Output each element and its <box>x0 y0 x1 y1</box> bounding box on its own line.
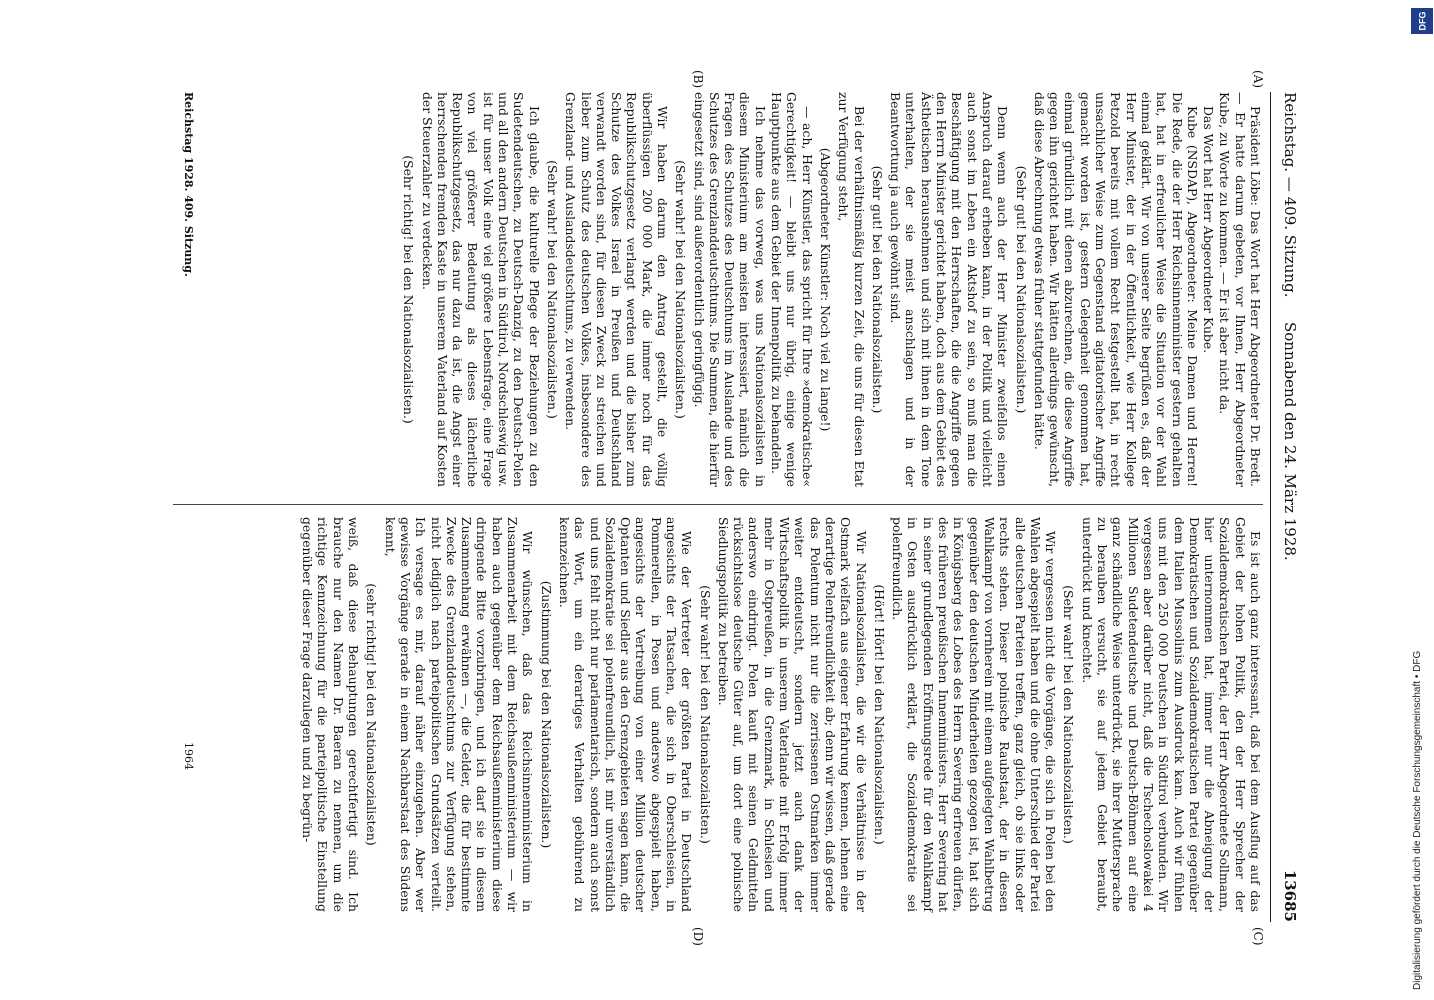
rotated-page-content <box>115 70 1305 946</box>
paragraph: Wir Nationalsozialisten, die wir die Verhältnisse in der Ostmark vielfach aus eigener Erfahrung kennen, lehnen eine derartige Polenfreundlichkeit ab; denn wir wissen, daß gerade das Polentum nicht nur die zerrissenen Ostmarken immer weiter entdeutscht, sondern jetzt auch dank der Wirtschaftspolitik in unserem Vaterlande mit Erfolg immer mehr in Ostpreußen, in die Grenzmark, in Schlesien und anderswo eindringt. Polen kauft mit seinen Geldmitteln rücksichtslose deutsche Güter auf, um dort eine polnische Siedlungspolitik zu betreiben. <box>715 517 869 912</box>
paragraph: weiß, daß diese Behauptungen gerechtfertigt sind. Ich brauche nur den Namen Dr. Baeran zu nennen, um die richtige Kennzeichnung für die parteipolitische Einstellung gegenüber dieser Frage darzulegen und zu begrün- <box>300 517 362 912</box>
page-header <box>1275 92 1305 922</box>
margin-mark-b: (B) <box>691 70 705 89</box>
paragraph: Wir vergessen nicht die Vorgänge, die sich in Polen bei den Wahlen abgespielt haben und die ohne Unterschied der Partei alle deutschen Parteien treffen, ganz gleich, ob sie links oder rechts stehen. Dieser polnische Raubstaat, der in diesen Wahlkampf von vornherein mit einem aufgelegten Wahlbetrug gegenüber den deutschen Minderheiten gezogen ist, hat sich in Königsberg des Lobes des Herrn Severing erfreuen dürfen, des früheren preußischen Innenministers. Herr Severing hat in seiner grundlegenden Eröffnungsrede für den Wahlkampf in Osten ausdrücklich erklärt, die Sozialdemokratie sei polenfreundlich. <box>890 517 1059 912</box>
interjection: (Sehr wahr! bei den Nationalsozialisten.) <box>1061 585 1077 844</box>
footer-page-number: 1964 <box>182 742 195 770</box>
paragraph: Das Wort hat Herr Abgeordneter Kube. <box>1201 106 1217 354</box>
paragraph: Wir wünschen, daß das Reichsinnenministerium in Zusammenarbeit mit dem Reichsaußenministerium — wir haben auch gegenüber dem Reichsaußenministerium diese dringende Bitte vorzubringen, und ich darf sie in diesem Zusammenhang erwähnen —, die Gelder, die für bestimmte Zwecke des Grenzlanddeutschtums zur Verfügung stehen, nicht lediglich nach parteipolitischen Grundsätzen verteilt. Ich versage es mir, darauf näher einzugehen. Aber wer gewisse Vorgänge gerade in einem Nachbarstaat des Südens kennt, <box>382 517 536 912</box>
paragraph: Präsident Löbe: Das Wort hat Herr Abgeordneter Dr. Bredt. — Er hatte darum gebeten, vor Ihnen, Herr Abgeordneter Kube, zu Worte zu kommen. — Er ist aber nicht da. <box>1217 92 1263 487</box>
interjection: (Sehr wahr! bei den Nationalsozialisten.) <box>544 160 560 419</box>
paragraph: Es ist auch ganz interessant, daß bei dem Ausflug auf das Gebiet der hohen Politik, den der Herr Sprecher der Sozialdemokratischen Partei, der Herr Abgeordnete Sollmann, hier unternommen hat, immer nur die Abneigung der Demokratischen und Sozialdemokratischen Partei gegenüber dem Italien Mussolinis zum Ausdruck kam. Auch wir fühlen uns mit den 250 000 Deutschen in Südtirol verbunden. Wir vergessen aber darüber nicht, daß die Tschechoslowakei 4 Millionen Sudetendeutsche und Deutsch-Böhmen auf eine ganz schändliche Weise unterdrückt, sie ihrer Muttersprache zu berauben versucht, sie auf jedem Gebiet beraubt, unterdrückt und knechtet. <box>1079 517 1263 912</box>
footer-left: Reichstag 1928. 409. Sitzung. <box>182 92 195 277</box>
paragraph: Wie der Vertreter der größten Partei in Deutschland angesichts der Tatsachen, die sich in Oberschlesien, in Pommerellen, in Posen und anderswo abgespielt haben, angesichts der Vertreibung von einer Million deutscher Optanten und Siedler aus den Grenzgebieten sagen kann, die Sozialdemokratie sei polenfreundlich, ist mir unverständlich und uns fehlt nicht nur parlamentarisch, sondern auch sonst das Wort, um ein derartiges Verhalten gebührend zu kennzeichnen. <box>556 517 695 912</box>
interjection: (Hört! Hört! bei den Nationalsozialisten.) <box>871 584 887 845</box>
interjection: (Zustimmung bei den Nationalsozialisten.) <box>538 580 554 849</box>
header-date: Sonnabend den 24. März 1928. <box>1281 322 1299 561</box>
header-left: Reichstag. — 409. Sitzung. <box>1281 92 1299 298</box>
paragraph: Denn wenn auch der Herr Minister zweifellos einen Anspruch darauf erheben kann, in der Politik und vielleicht auch sonst im Leben ein Aktshof zu sein, so muß man die Beschäftigung mit den Herrschaften, die die Angriffe gegen den Herrn Minister gerichtet haben, doch aus dem Gebiet des Ästhetischen herausnehmen und sich mit ihnen in dem Tone unterhalten, der sie meist anschlagen und in der Beantwortung ja auch gewöhnt sind. <box>888 92 1011 487</box>
left-text-column <box>398 92 1263 487</box>
interjection: (Sehr wahr! bei den Nationalsozialisten.) <box>697 585 713 844</box>
margin-mark-a: (A) <box>1251 70 1265 89</box>
paragraph: Ich glaube, die kulturelle Pflege der Beziehungen zu den Sudetendeutschen, zu Deutsch-Danzig, zu den Deutsch-Polen und all den andern Deutschen in Südtirol, Nordschleswig usw. ist für unser Volk eine viel größere Lebensfrage, eine Frage von viel größerer Bedeutung als dieses lächerliche Republikschutzgesetz, das nur dazu da ist, die Angst einer herrschenden fremden Kaste in unserem Vaterland auf Kosten der Steuerzahler zu verdecken. <box>419 92 542 487</box>
margin-mark-c: (C) <box>1251 927 1265 946</box>
paragraph: Ich nehme das vorweg, was uns Nationalsozialisten in diesem Ministerium am meisten interessiert, nämlich die Fragen des Schutzes des Deutschtums im Auslande und des Schutzes des Grenzlanddeutschtums. Die Summen, die hierfür eingesetzt sind, sind außerordentlich geringfügig. <box>691 92 768 487</box>
interjection: (sehr richtig! bei den Nationalsozialisten) <box>364 583 380 846</box>
column-divider <box>173 504 1263 505</box>
right-text-column <box>299 517 1263 912</box>
paragraph: Wir haben darum den Antrag gestellt, die völlig überflüssigen 200 000 Mark, die immer noch für das Republikschutzgesetz verlangt werden und die bisher zum Schutze des Volkes Israel in Preußen und Deutschland verwandt worden sind, für diesen Zweck zu streichen und lieber zum Schutz des deutschen Volkes, insbesondere des Grenzland- und Auslandsdeutschtums, zu verwenden. <box>563 92 671 487</box>
interjection: (Abgeordneter Künstler: Noch viel zu lange!) <box>817 147 833 432</box>
dfg-sidebar <box>1410 0 1434 1000</box>
margin-mark-d: (D) <box>691 927 705 946</box>
paragraph: Kube (NSDAP), Abgeordneter: Meine Damen und Herren! Die Rede, die der Herr Reichsinnenminister gestern gehalten hat, hat in erfreulicher Weise die Situation vor der Wahl einmal geklärt. Wir von unserer Seite begrüßen es, daß der Herr Minister, der in der Öffentlichkeit, wie Herr Kollege Petzold bereits mit vollem Recht festgestellt hat, in recht unsachlicher Weise zum Gegenstand agitatorischer Angriffe gemacht worden ist, gestern Gelegenheit genommen hat, einmal gründlich mit denen abzurechnen, die diese Angriffe gegen ihn gerichtet haben. Wir hätten allerdings gewünscht, daß diese Abrechnung etwas früher stattgefunden hätte. <box>1031 92 1200 487</box>
interjection: (Sehr gut! bei den Nationalsozialisten.) <box>869 165 885 414</box>
dfg-logo-icon: DFG <box>1411 8 1433 34</box>
paragraph: — ach, Herr Künstler, das spricht für Ihre »demokratische« Gerechtigkeit! — bleibt uns nur übrig, einige wenige Hauptpunkte aus dem Gebiet der Innenpolitik zu behandeln. <box>769 92 815 487</box>
header-page-number: 13685 <box>1281 869 1299 922</box>
dfg-credit-text: Digitalisierung gefördert durch die Deutsche Forschungsgemeinschaft • DFG <box>1412 650 1423 990</box>
interjection: (Sehr wahr! bei den Nationalsozialisten.) <box>673 160 689 419</box>
paragraph: Bei der verhältnismäßig kurzen Zeit, die uns für diesen Etat zur Verfügung steht, <box>836 92 867 487</box>
header-rule <box>1270 92 1271 922</box>
interjection: (Sehr richtig! bei den Nationalsozialisten.) <box>401 155 417 424</box>
interjection: (Sehr gut! bei den Nationalsozialisten.) <box>1013 165 1029 414</box>
